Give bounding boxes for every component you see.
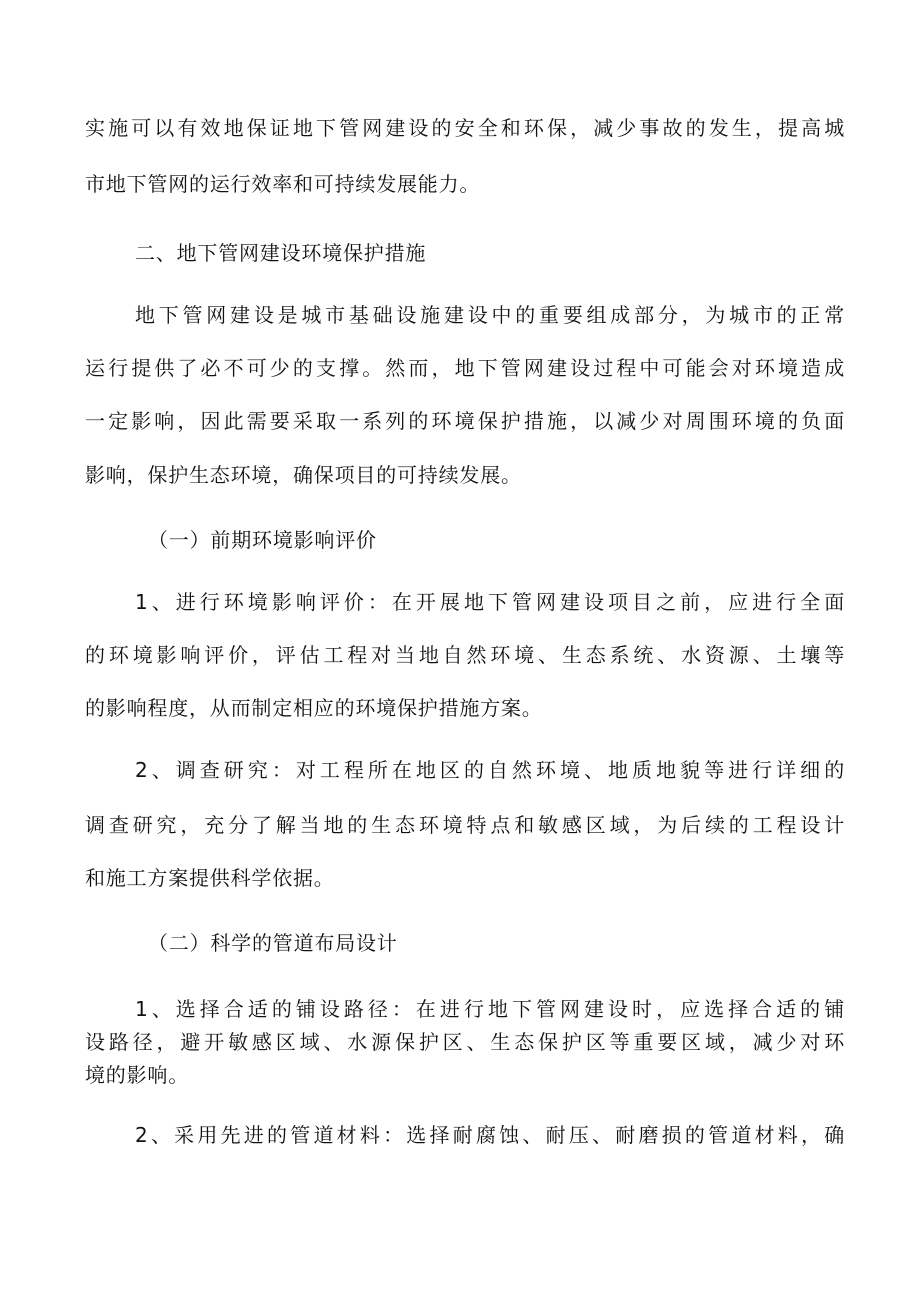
list-item-line: 和施工方案提供科学依据。 bbox=[85, 866, 335, 890]
paragraph-line: 市地下管网的运行效率和可持续发展能力。 bbox=[85, 172, 481, 196]
list-item-line: 设路径，避开敏感区域、水源保护区、生态保护区等重要区域，减少对环 bbox=[85, 1030, 845, 1054]
list-item-line: 2、调查研究：对工程所在地区的自然环境、地质地貌等进行详细的 bbox=[135, 758, 845, 782]
list-item-line: 的环境影响评价，评估工程对当地自然环境、生态系统、水资源、土壤等 bbox=[85, 643, 845, 667]
paragraph-line: 一定影响，因此需要采取一系列的环境保护措施，以减少对周围环境的负面 bbox=[85, 409, 845, 433]
paragraph-line: 运行提供了必不可少的支撑。然而，地下管网建设过程中可能会对环境造成 bbox=[85, 356, 845, 380]
paragraph-line: 实施可以有效地保证地下管网建设的安全和环保，减少事故的发生，提高城 bbox=[85, 116, 845, 140]
section-heading: 二、地下管网建设环境保护措施 bbox=[135, 241, 427, 265]
list-item-line: 境的影响。 bbox=[85, 1063, 189, 1087]
paragraph-line: 影响，保护生态环境，确保项目的可持续发展。 bbox=[85, 463, 522, 487]
list-item-line: 1、选择合适的铺设路径：在进行地下管网建设时，应选择合适的铺 bbox=[135, 997, 845, 1021]
subsection-heading: （一）前期环境影响评价 bbox=[148, 528, 377, 552]
subsection-heading: （二）科学的管道布局设计 bbox=[148, 931, 398, 955]
list-item-line: 调查研究，充分了解当地的生态环境特点和敏感区域，为后续的工程设计 bbox=[85, 813, 845, 837]
paragraph-line: 地下管网建设是城市基础设施建设中的重要组成部分，为城市的正常 bbox=[135, 303, 845, 327]
list-item-line: 1、进行环境影响评价：在开展地下管网建设项目之前，应进行全面 bbox=[135, 590, 845, 614]
list-item-line: 2、采用先进的管道材料：选择耐腐蚀、耐压、耐磨损的管道材料，确 bbox=[135, 1123, 845, 1147]
list-item-line: 的影响程度，从而制定相应的环境保护措施方案。 bbox=[85, 696, 543, 720]
